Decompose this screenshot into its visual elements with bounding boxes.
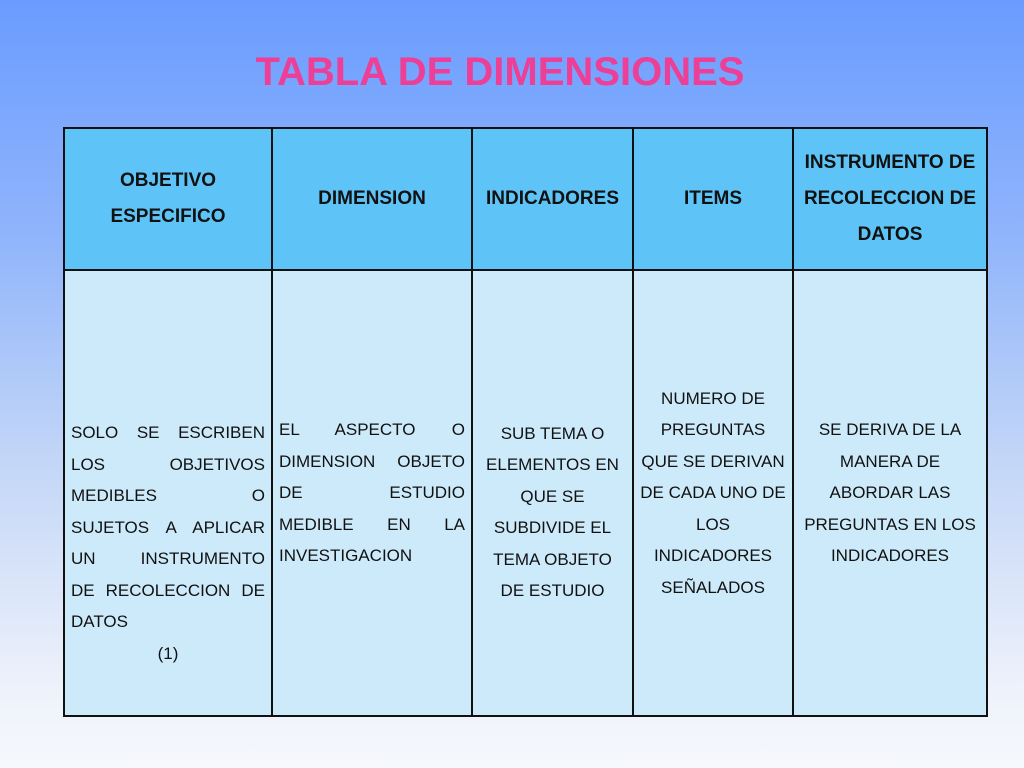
text-line: DIMENSION OBJETO [279,451,465,471]
header-objetivo-especifico: OBJETIVO ESPECIFICO [64,128,272,270]
text-line: DE ESTUDIO [279,483,465,503]
table-row [64,270,987,716]
cell-objetivo-especifico [64,270,272,716]
text-line: UN INSTRUMENTO [71,549,265,568]
text-line: DE RECOLECCION DE [71,580,265,600]
text-line: SUJETOS A APLICAR [71,517,265,537]
text-line: EL ASPECTO O [279,420,465,440]
text-line: DATOS [71,612,128,631]
text-line: SOLO SE ESCRIBEN [71,423,265,442]
text-line: MEDIBLES O [71,486,265,505]
cell-items: NUMERO DE PREGUNTAS QUE SE DERIVAN DE CADA UNO DE LOS INDICADORES SEÑALADOS [633,270,793,716]
header-items: ITEMS [633,128,793,270]
cell-dimension [272,270,472,716]
header-dimension: DIMENSION [272,128,472,270]
table-header-row [64,128,987,270]
header-instrumento: INSTRUMENTO DE RECOLECCION DE DATOS [793,128,987,270]
cell-instrumento: SE DERIVA DE LA MANERA DE ABORDAR LAS PREGUNTAS EN LOS INDICADORES [793,270,987,716]
header-indicadores: INDICADORES [472,128,633,270]
cell-indicadores: SUB TEMA O ELEMENTOS EN QUE SE SUBDIVIDE EL TEMA OBJETO DE ESTUDIO [472,270,633,716]
dimensions-table [63,127,988,717]
text-line: LOS OBJETIVOS [71,454,265,474]
text-line: MEDIBLE EN LA [279,514,465,534]
page-title: TABLA DE DIMENSIONES [255,50,745,94]
text-line: (1) [157,643,179,663]
text-line: INVESTIGACION [279,546,413,566]
